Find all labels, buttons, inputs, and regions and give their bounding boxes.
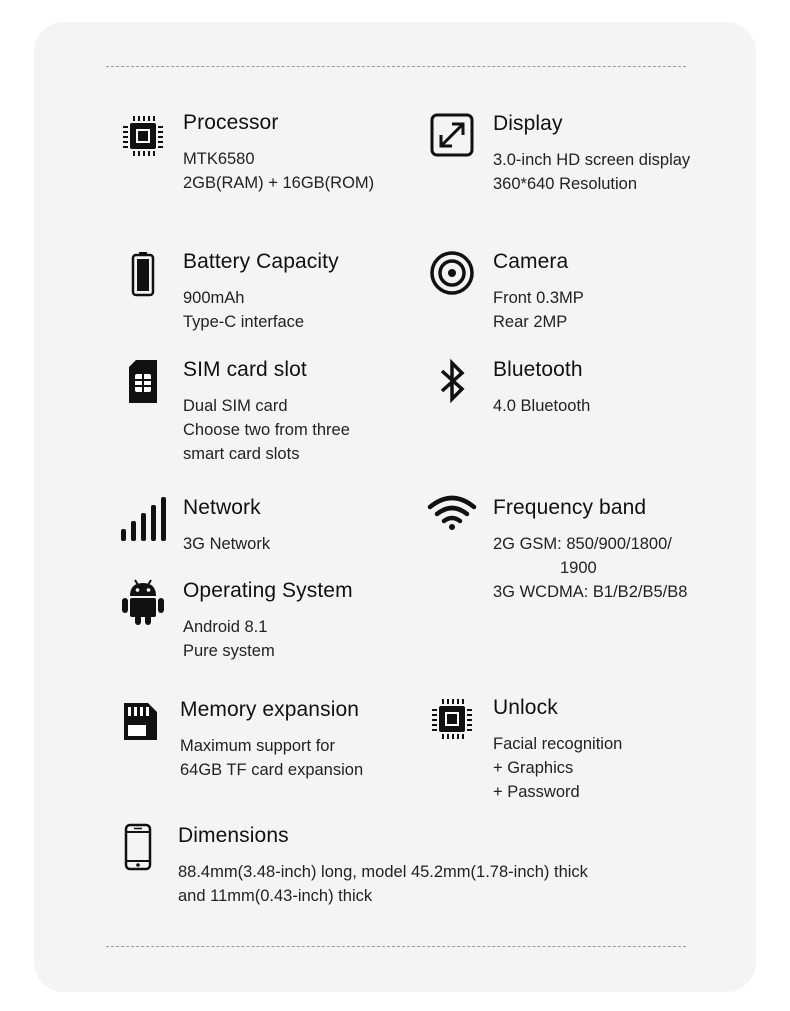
signal-bars-icon	[118, 494, 168, 544]
spec-title: Unlock	[493, 696, 558, 719]
spec-title: Processor	[183, 111, 279, 134]
android-icon	[118, 577, 168, 627]
spec-line: smart card slots	[183, 445, 300, 463]
bluetooth-icon	[427, 356, 477, 406]
spec-line: 2G GSM: 850/900/1800/	[493, 535, 672, 553]
spec-line: 3G Network	[183, 535, 271, 553]
spec-title: Dimensions	[178, 824, 289, 847]
spec-line: + Password	[493, 783, 580, 801]
spec-line: Rear 2MP	[493, 313, 568, 331]
chip-icon	[427, 694, 477, 744]
spec-line: 64GB TF card expansion	[180, 761, 364, 779]
spec-line: 3G WCDMA: B1/B2/B5/B8	[493, 583, 688, 601]
spec-line: + Graphics	[493, 759, 574, 777]
spec-line: MTK6580	[183, 150, 255, 168]
spec-line: 2GB(RAM) + 16GB(ROM)	[183, 174, 375, 192]
spec-line: 3.0-inch HD screen display	[493, 151, 691, 169]
expand-screen-icon	[427, 110, 477, 160]
spec-title: Battery Capacity	[183, 250, 339, 273]
phone-icon	[112, 822, 162, 872]
spec-line: 88.4mm(3.48-inch) long, model 45.2mm(1.78-inch) thick	[178, 863, 588, 881]
spec-title: Display	[493, 112, 563, 135]
spec-line: Dual SIM card	[183, 397, 288, 415]
camera-lens-icon	[427, 248, 477, 298]
spec-line: Pure system	[183, 642, 275, 660]
wifi-icon	[427, 488, 477, 538]
spec-line: 900mAh	[183, 289, 245, 307]
chip-icon	[118, 111, 168, 161]
battery-icon	[118, 249, 168, 299]
sim-card-icon	[118, 356, 168, 406]
spec-line: Type-C interface	[183, 313, 305, 331]
bottom-divider	[106, 946, 686, 947]
spec-title: Camera	[493, 250, 569, 273]
spec-title: Frequency band	[493, 496, 647, 519]
spec-line: Front 0.3MP	[493, 289, 584, 307]
spec-line: Facial recognition	[493, 735, 623, 753]
spec-title: Operating System	[183, 579, 353, 602]
spec-line: Choose two from three	[183, 421, 350, 439]
spec-line: and 11mm(0.43-inch) thick	[178, 887, 373, 905]
spec-line: 360*640 Resolution	[493, 175, 638, 193]
spec-title: Bluetooth	[493, 358, 583, 381]
spec-title: Memory expansion	[180, 698, 360, 721]
spec-line: Maximum support for	[180, 737, 335, 755]
spec-title: SIM card slot	[183, 358, 307, 381]
sd-card-icon	[115, 697, 165, 747]
spec-line: 1900	[560, 559, 597, 577]
top-divider	[106, 66, 686, 67]
spec-title: Network	[183, 496, 261, 519]
spec-line: Android 8.1	[183, 618, 268, 636]
spec-line: 4.0 Bluetooth	[493, 397, 591, 415]
